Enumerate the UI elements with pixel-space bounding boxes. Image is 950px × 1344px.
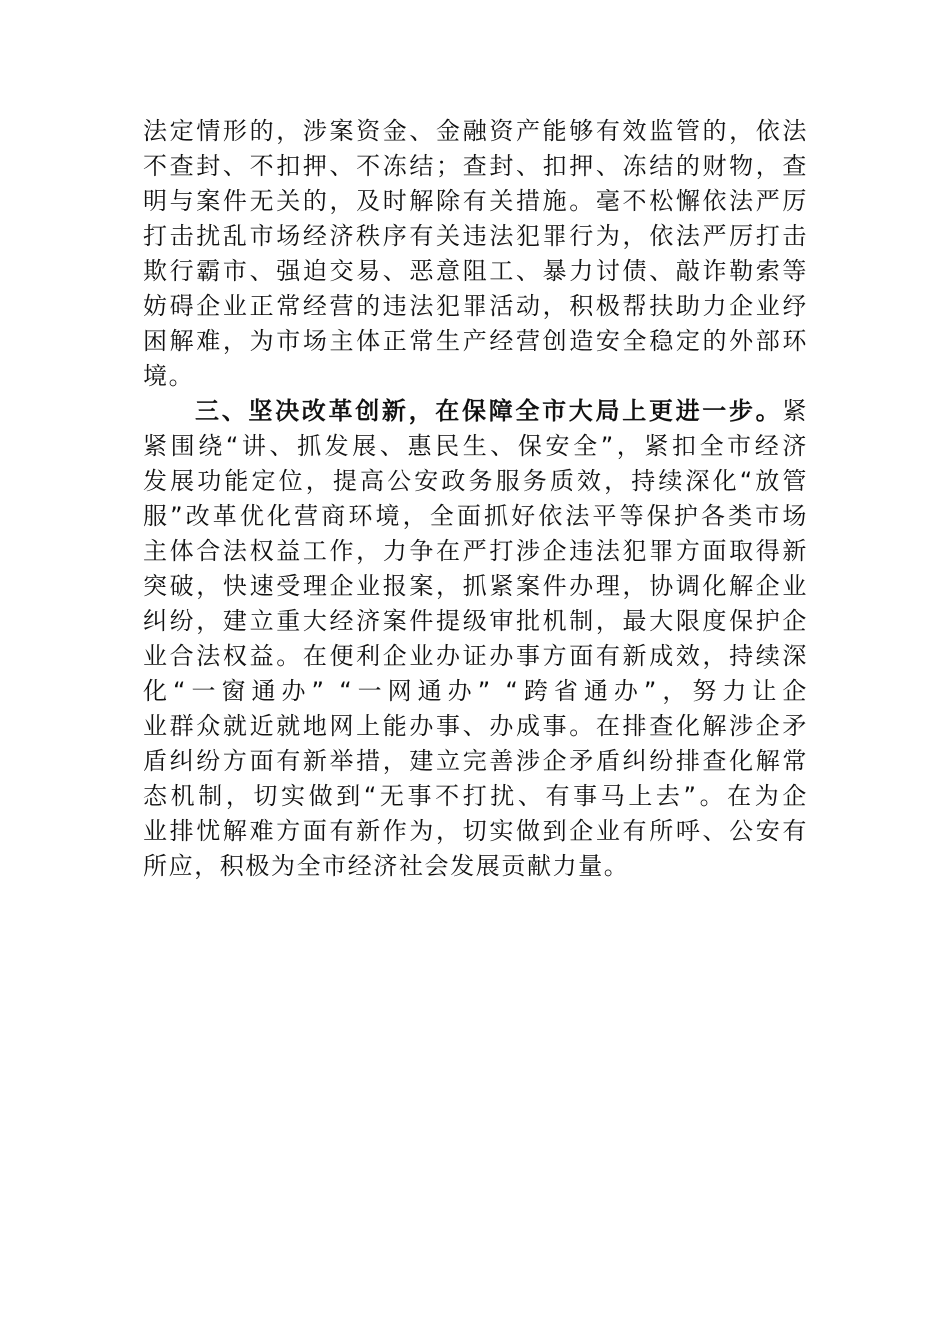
document-body bbox=[143, 114, 808, 884]
paragraph-line: 困解难，为市场主体正常生产经营创造安全稳定的外部环 bbox=[143, 327, 808, 355]
paragraph-line: 紧围绕“讲、抓发展、惠民生、保安全”，紧扣全市经济 bbox=[143, 432, 808, 460]
paragraph-line: 业合法权益。在便利企业办证办事方面有新成效，持续深 bbox=[143, 642, 808, 670]
paragraph-1 bbox=[143, 114, 808, 394]
paragraph-line: 盾纠纷方面有新举措，建立完善涉企矛盾纠纷排查化解常 bbox=[143, 747, 808, 775]
section-heading-line bbox=[143, 394, 808, 429]
paragraph-line: 所应，积极为全市经济社会发展贡献力量。 bbox=[143, 852, 630, 880]
paragraph-line: 发展功能定位，提高公安政务服务质效，持续深化“放管 bbox=[143, 467, 808, 495]
paragraph-line: 化“一窗通办” “一网通办” “跨省通办”，努力让企 bbox=[143, 677, 808, 705]
paragraph-line: 不查封、不扣押、不冻结；查封、扣押、冻结的财物，查 bbox=[143, 152, 808, 180]
paragraph-line: 法定情形的，涉案资金、金融资产能够有效监管的，依法 bbox=[143, 117, 808, 145]
paragraph-line: 明与案件无关的，及时解除有关措施。毫不松懈依法严厉 bbox=[143, 187, 808, 215]
paragraph-2 bbox=[143, 394, 808, 884]
paragraph-line: 主体合法权益工作，力争在严打涉企违法犯罪方面取得新 bbox=[143, 537, 808, 565]
paragraph-text: 紧 bbox=[782, 397, 808, 425]
paragraph-line: 服”改革优化营商环境，全面抓好依法平等保护各类市场 bbox=[143, 502, 808, 530]
paragraph-line: 业群众就近就地网上能办事、办成事。在排查化解涉企矛 bbox=[143, 712, 808, 740]
paragraph-line: 打击扰乱市场经济秩序有关违法犯罪行为，依法严厉打击 bbox=[143, 222, 808, 250]
paragraph-line: 突破，快速受理企业报案，抓紧案件办理，协调化解企业 bbox=[143, 572, 808, 600]
paragraph-line: 纠纷，建立重大经济案件提级审批机制，最大限度保护企 bbox=[143, 607, 808, 635]
paragraph-line: 欺行霸市、强迫交易、恶意阻工、暴力讨债、敲诈勒索等 bbox=[143, 257, 808, 285]
paragraph-line: 态机制，切实做到“无事不打扰、有事马上去”。在为企 bbox=[143, 782, 808, 810]
paragraph-line: 业排忧解难方面有新作为，切实做到企业有所呼、公安有 bbox=[143, 817, 808, 845]
paragraph-line: 境。 bbox=[143, 362, 195, 390]
paragraph-line: 妨碍企业正常经营的违法犯罪活动，积极帮扶助力企业纾 bbox=[143, 292, 808, 320]
section-heading: 三、坚决改革创新，在保障全市大局上更进一步。 bbox=[195, 397, 783, 425]
